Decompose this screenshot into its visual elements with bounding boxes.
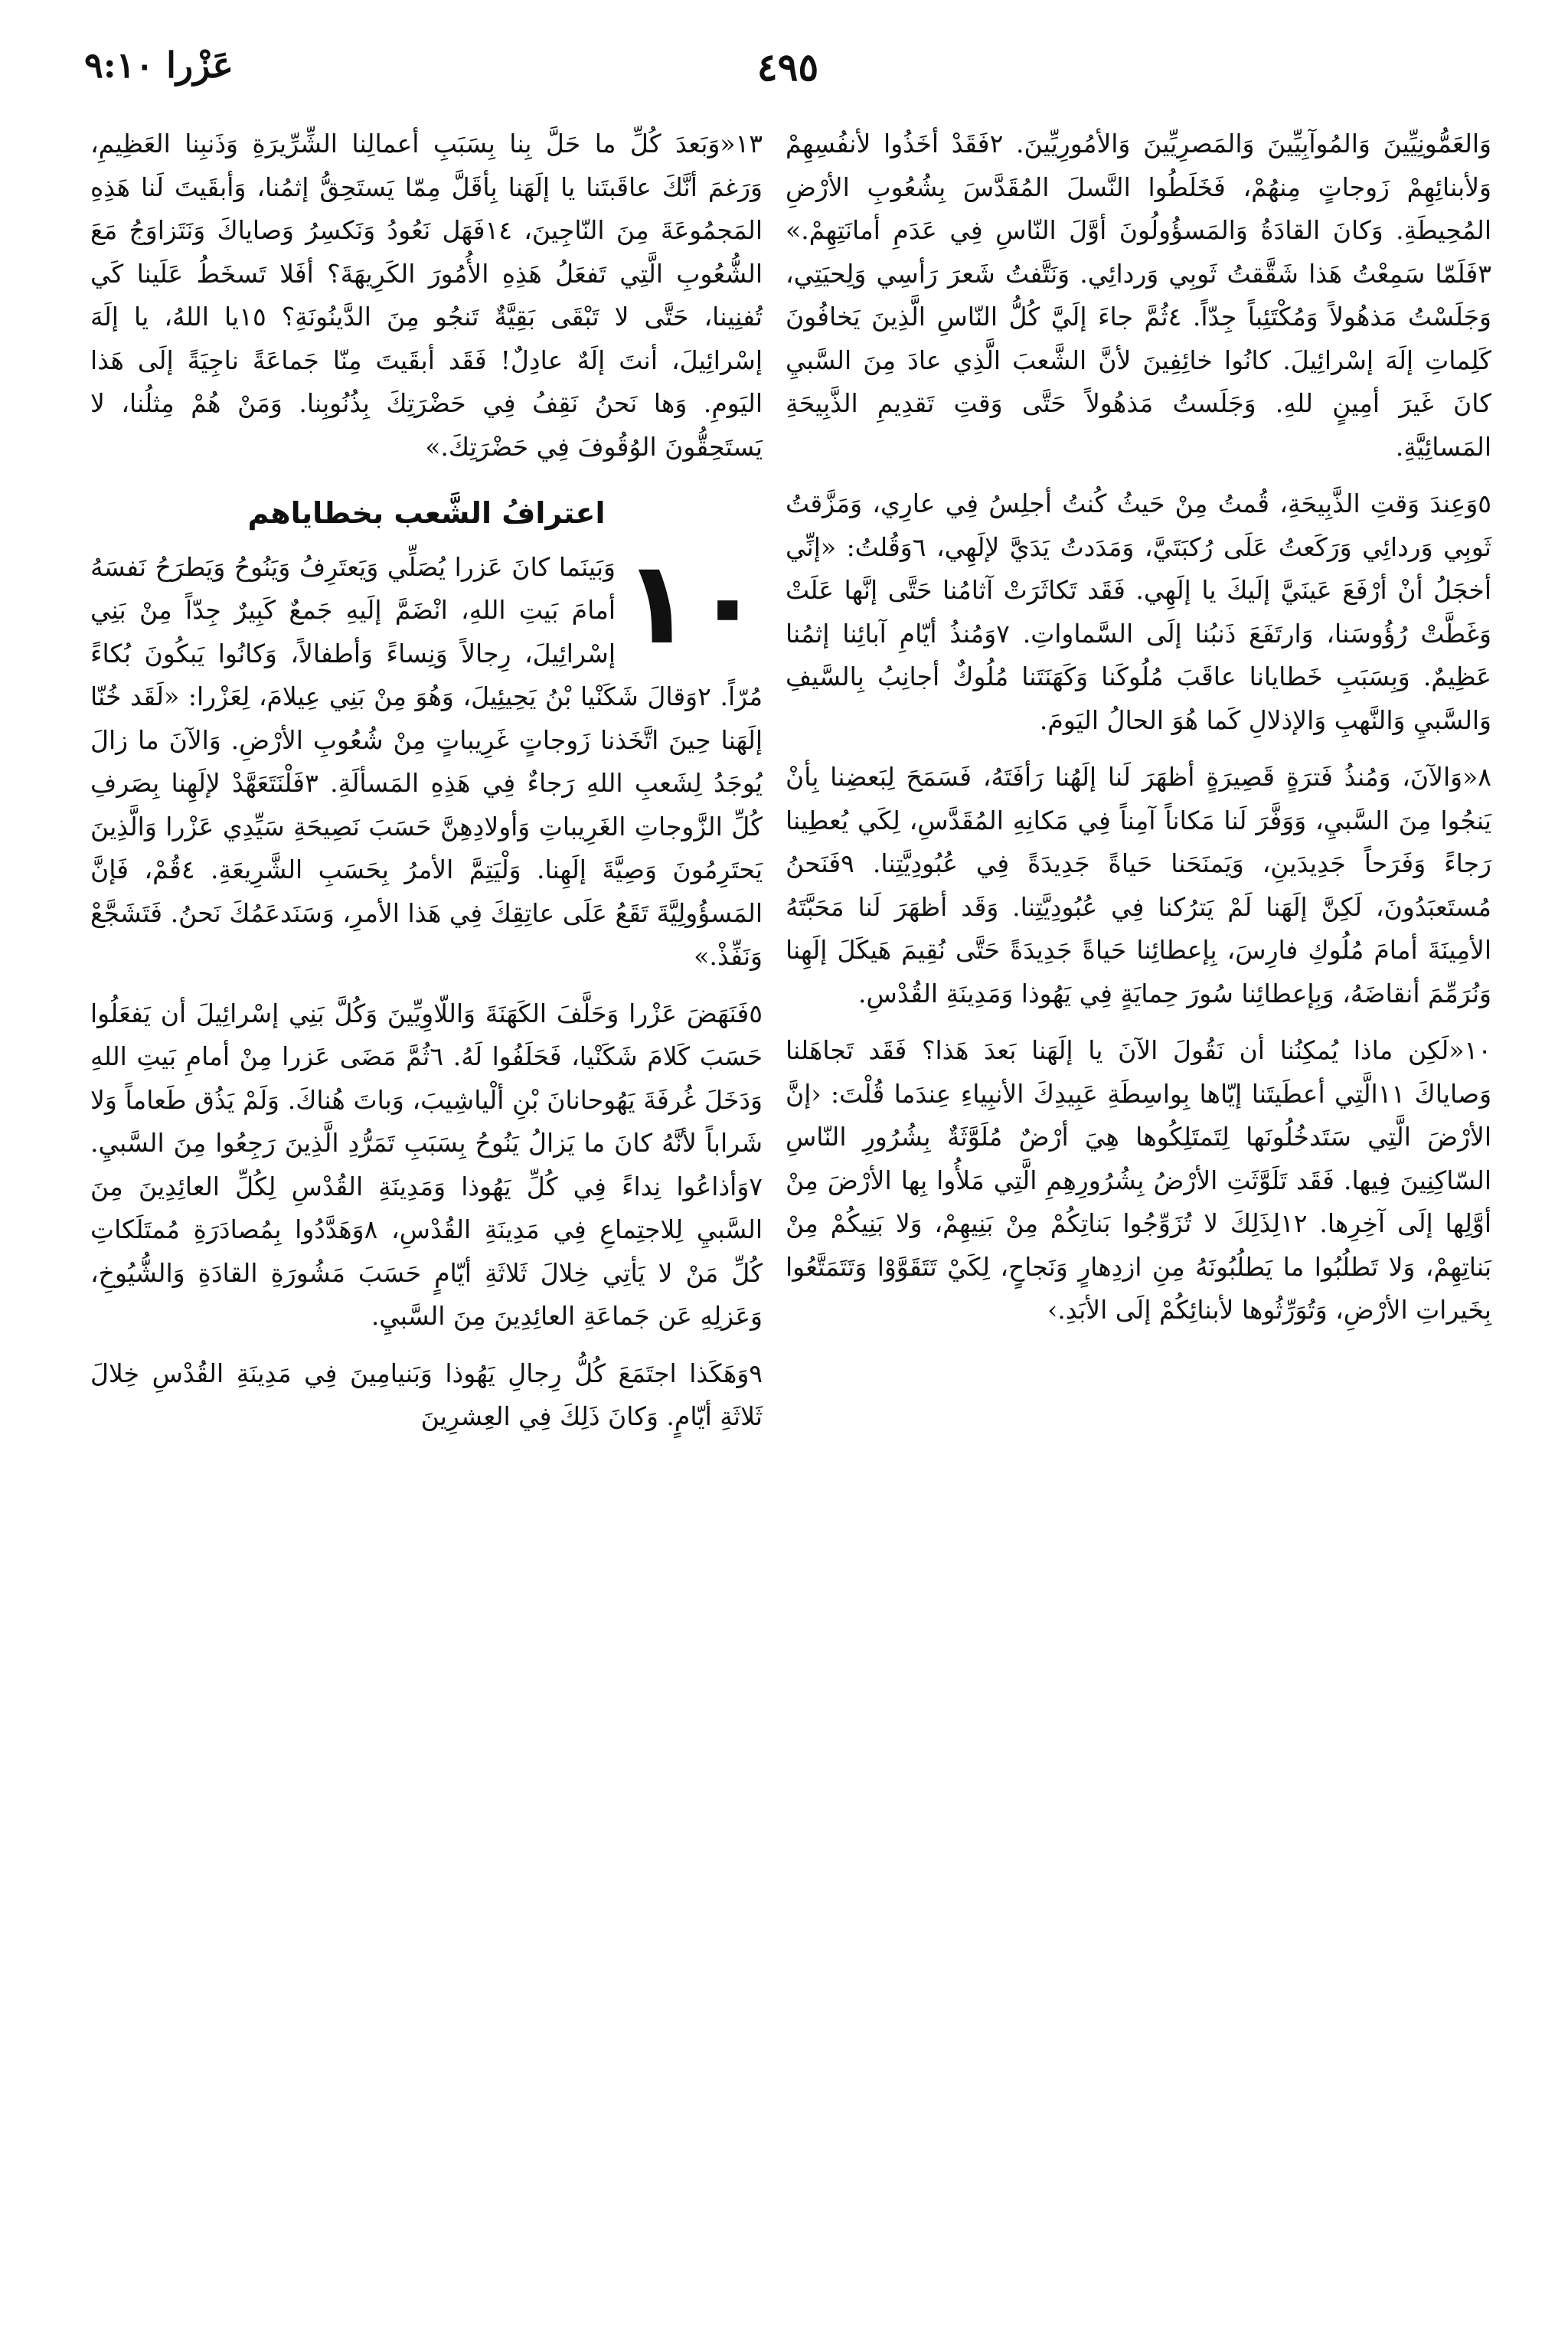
paragraph: ٨«وَالآنَ، وَمُنذُ فَترَةٍ قَصِيرَةٍ أظهَرَ لَنا إلَهُنا رَأفَتَهُ، فَسَمَحَ لِبَعضِنا بِأنْ يَنجُوا مِنَ السَّبيِ، وَوَفَّرَ لَنا مَكاناً آمِناً فِي مَكانِهِ المُقَدَّسِ، لِكَي يُعطِينا رَجاءً وَفَرَحاً جَدِيدَينِ، وَيَمنَحَنا حَياةً جَدِيدَةً فِي عُبُودِيَّتِنا. ٩فَنَحنُ مُستَعبَدُونَ، لَكِنَّ إلَهَنا لَمْ يَترُكنا فِي عُبُودِيَّتِنا. وَقَد أظهَرَ لَنا مَحَبَّتَهُ الأمِينَةَ أمامَ مُلُوكِ فارِسَ، بِإعطائِنا حَياةً جَدِيدَةً حَتَّى نُقِيمَ هَيكَلَ إلَهِنا وَنُرَمِّمَ أنقاضَهُ، وَبِإعطائِنا سُورَ حِمايَةٍ فِي يَهُوذا وَمَدِينَةِ القُدْسِ. [786, 762, 1491, 1008]
paragraph: ١٣«وَبَعدَ كُلِّ ما حَلَّ بِنا بِسَبَبِ أعمالِنا الشِّرِّيرَةِ وَذَنبِنا العَظِيمِ، وَرَغمَ أنَّكَ عاقَبتَنا يا إلَهَنا بِأقَلَّ مِمّا يَستَحِقُّ إثمُنا، وَأبقَيتَ لَنا هَذِهِ المَجمُوعَةَ مِنَ النّاجِينَ، ١٤فَهَل نَعُودُ وَنَكسِرُ وَصاياكَ وَنَتَزاوَجُ مَعَ الشُّعُوبِ الَّتِي تَفعَلُ هَذِهِ الأُمُورَ الكَرِيهَةَ؟ أفَلا تَسخَطُ عَلَينا كَي تُفنِينا، حَتَّى لا تَبْقَى بَقِيَّةٌ تَنجُو مِنَ الدَّينُونَةِ؟ ١٥يا اللهُ، يا إلَهَ إسْرائِيلَ، أنتَ إلَهٌ عادِلٌ! فَقَد أبقَيتَ مِنّا جَماعَةً ناجِيَةً إلَى هَذا اليَومِ. وَها نَحنُ نَقِفُ فِي حَضْرَتِكَ بِذُنُوبِنا. وَمَنْ هُمْ مِثلُنا، لا يَستَحِقُّونَ الوُقُوفَ فِي حَضْرَتِكَ.» [90, 129, 763, 462]
paragraph: ١٠«لَكِن ماذا يُمكِنُنا أن نَقُولَ الآنَ يا إلَهَنا بَعدَ هَذا؟ فَقَد تَجاهَلنا وَصاياكَ ١١الَّتِي أعطَيتَنا إيّاها بِواسِطَةِ عَبِيدِكَ الأنبِياءِ عِندَما قُلْتَ: ‹إنَّ الأرْضَ الَّتِي سَتَدخُلُونَها لِتَمتَلِكُوها هِيَ أرْضٌ مُلَوَّثَةٌ بِشُرُورِ النّاسِ السّاكِنِينَ فِيها. فَقَد تَلَوَّثَتِ الأرْضُ بِشُرُورِهِمِ الَّتِي مَلأُوا بِها الأرْضَ مِنْ أوَّلِها إلَى آخِرِها. ١٢لِذَلِكَ لا تُزَوِّجُوا بَناتِكُمْ مِنْ بَنِيهِمْ، وَلا بَنِيكُمْ مِنْ بَناتِهِمْ، وَلا تَطلُبُوا ما يَطلُبُونَهُ مِنِ ازدِهارٍ وَنَجاحٍ، لِكَيْ تَتَقَوَّوْا وَتَتَمَتَّعُوا بِخَيراتِ الأرْضِ، وَتُوَرِّثُوها لأبنائِكُمْ إلَى الأبَدِ.› [786, 1035, 1492, 1325]
chapter-block [90, 536, 763, 979]
section-heading: اعترافُ الشَّعب بخطاياهم [247, 496, 606, 530]
book-reference: عَزْرا ٩:١٠ [84, 44, 234, 86]
paragraph: وَالعَمُّونِيِّينَ وَالمُوآبِيِّينَ وَالمَصرِيِّينَ وَالأمُورِيِّينَ. ٢فَقَدْ أخَذُوا لأنفُسِهِمْ وَلأبنائِهِمْ زَوجاتٍ مِنهُمْ، فَخَلَطُوا النَّسلَ المُقَدَّسَ بِشُعُوبِ الأرْضِ المُحِيطَةِ. وَكانَ القادَةُ وَالمَسؤُولُونَ أوَّلَ النّاسِ فِي عَدَمِ أمانَتِهِمْ.» ٣فَلَمّا سَمِعْتُ هَذا شَقَّقتُ ثَوبِي وَردائِي. وَنَتَّفتُ شَعرَ رَأسِي وَلِحيَتِي، وَجَلَسْتُ مَذهُولاً وَمُكْتَئِباً جِدّاً. ٤ثُمَّ جاءَ إلَيَّ كُلُّ النّاسِ الَّذِينَ يَخافُونَ كَلِماتِ إلَهَ إسْرائِيلَ. كانُوا خائِفِينَ لأنَّ الشَّعبَ الَّذِي عادَ مِنَ السَّبيِ كانَ غَيرَ أمِينٍ للهِ. وَجَلَستُ مَذهُولاً حَتَّى وَقتِ تَقدِيمِ الذَّبِيحَةِ المَسائِيَّةِ. [786, 129, 1491, 462]
paragraph: ٥فَنَهَضَ عَزْرا وَحَلَّفَ الكَهَنَةَ وَاللّاوِيِّينَ وَكُلَّ بَنِي إسْرائِيلَ أن يَفعَلُوا حَسَبَ كَلامَ شَكَنْيا، فَحَلَفُوا لَهُ. ٦ثُمَّ مَضَى عَزرا مِنْ أمامِ بَيتِ اللهِ وَدَخَلَ غُرفَةَ يَهُوحانانَ بْنِ ألْياشِيبَ، وَباتَ هُناكَ. وَلَمْ يَذُق طَعاماً وَلا شَراباً لأنَّهُ كانَ ما يَزالُ يَنُوحُ بِسَبَبِ تَمَرُّدِ الَّذِينَ رَجِعُوا مِنَ السَّبيِ. ٧وَأذاعُوا نِداءً فِي كُلِّ يَهُوذا وَمَدِينَةِ القُدْسِ لِكُلِّ العائِدِينَ مِنَ السَّبيِ لِلاجتِماعِ فِي مَدِينَةِ القُدْسِ، ٨وَهَدَّدُوا بِمُصادَرَةِ مُمتَلَكاتِ كُلِّ مَنْ لا يَأتِي خِلالَ ثَلاثَةِ أيّامٍ حَسَبَ مَشُورَةِ القادَةِ وَالشُّيُوخِ، وَعَزلِهِ عَن جَماعَةِ العائِدِينَ مِنَ السَّبيِ. [90, 998, 763, 1331]
page-number: ٤٩٥ [756, 44, 819, 90]
chapter-number: ١٠ [622, 536, 763, 670]
left-column [90, 123, 763, 1453]
page-header [84, 44, 1491, 113]
paragraph: ٥وَعِندَ وَقتِ الذَّبِيحَةِ، قُمتُ مِنْ حَيثُ كُنتُ أجلِسُ فِي عارِي، وَمَزَّقتُ ثَوبِي وَردائِي وَرَكَعتُ عَلَى رُكبَتَيَّ، وَمَدَدتُ يَدَيَّ لإلَهِي، ٦وَقُلتُ: «إنِّي أخجَلُ أنْ أرْفَعَ عَينَيَّ إلَيكَ يا إلَهِي. فَقَد تَكاثَرَتْ آثامُنا حَتَّى إنَّها عَلَتْ وَغَطَّتْ رُؤُوسَنا، وَارتَفَعَ ذَنبُنا إلَى السَّماواتِ. ٧وَمُنذُ أيّامِ آبائِنا إثمُنا عَظِيمٌ. وَبِسَبَبِ خَطايانا عاقَبَ مُلُوكَنا وَكَهَنَتَنا مُلُوكٌ أجانِبُ بِالسَّيفِ وَالسَّبيِ وَالنَّهبِ وَالإذلالِ كَما هُوَ الحالُ اليَومَ. [786, 489, 1491, 735]
paragraph: وَبَينَما كانَ عَزرا يُصَلِّي وَيَعتَرِفُ وَيَنُوحُ وَيَطرَحُ نَفسَهُ أمامَ بَيتِ اللهِ، انْضَمَّ إلَيهِ جَمعٌ كَبِيرٌ جِدّاً مِنْ بَنِي إسْرائِيلَ، رِجالاً وَنِساءً وَأطفالاً، وَكانُوا يَبكُونَ بُكاءً مُرّاً. ٢وَقالَ شَكَنْيا بْنُ يَحِيئِيلَ، وَهُوَ مِنْ بَنِي عِيلامَ، لِعَزْرا: «لَقَد خُنّا إلَهَنا حِينَ اتَّخَذنا زَوجاتٍ غَرِيباتٍ مِنْ شُعُوبِ الأرْضِ. وَالآنَ ما زالَ يُوجَدُ لِشَعبِ اللهِ رَجاءٌ فِي هَذِهِ المَسألَةِ. ٣فَلْنَتَعَهَّدْ لإلَهِنا بِصَرفِ كُلِّ الزَّوجاتِ الغَرِيباتِ وَأولادِهِنَّ حَسَبَ نَصِيحَةِ سَيِّدِي عَزْرا وَالَّذِينَ يَحتَرِمُونَ وَصِيَّةَ إلَهِنا. وَلْيَتِمَّ الأمرُ بِحَسَبِ الشَّرِيعَةِ. ٤قُمْ، فَإنَّ المَسؤُولِيَّةَ تَقَعُ عَلَى عاتِقِكَ فِي هَذا الأمرِ، وَسَنَدعَمُكَ نَحنُ. فَتَشَجَّعْ وَنَفِّذْ.» [90, 551, 763, 971]
right-column [786, 123, 1491, 1346]
paragraph: ٩وَهَكَذا اجتَمَعَ كُلُّ رِجالِ يَهُوذا وَبَنيامِينَ فِي مَدِينَةِ القُدْسِ خِلالَ ثَلاثَةِ أيّامٍ. وَكانَ ذَلِكَ فِي العِشرِينَ [90, 1358, 763, 1431]
